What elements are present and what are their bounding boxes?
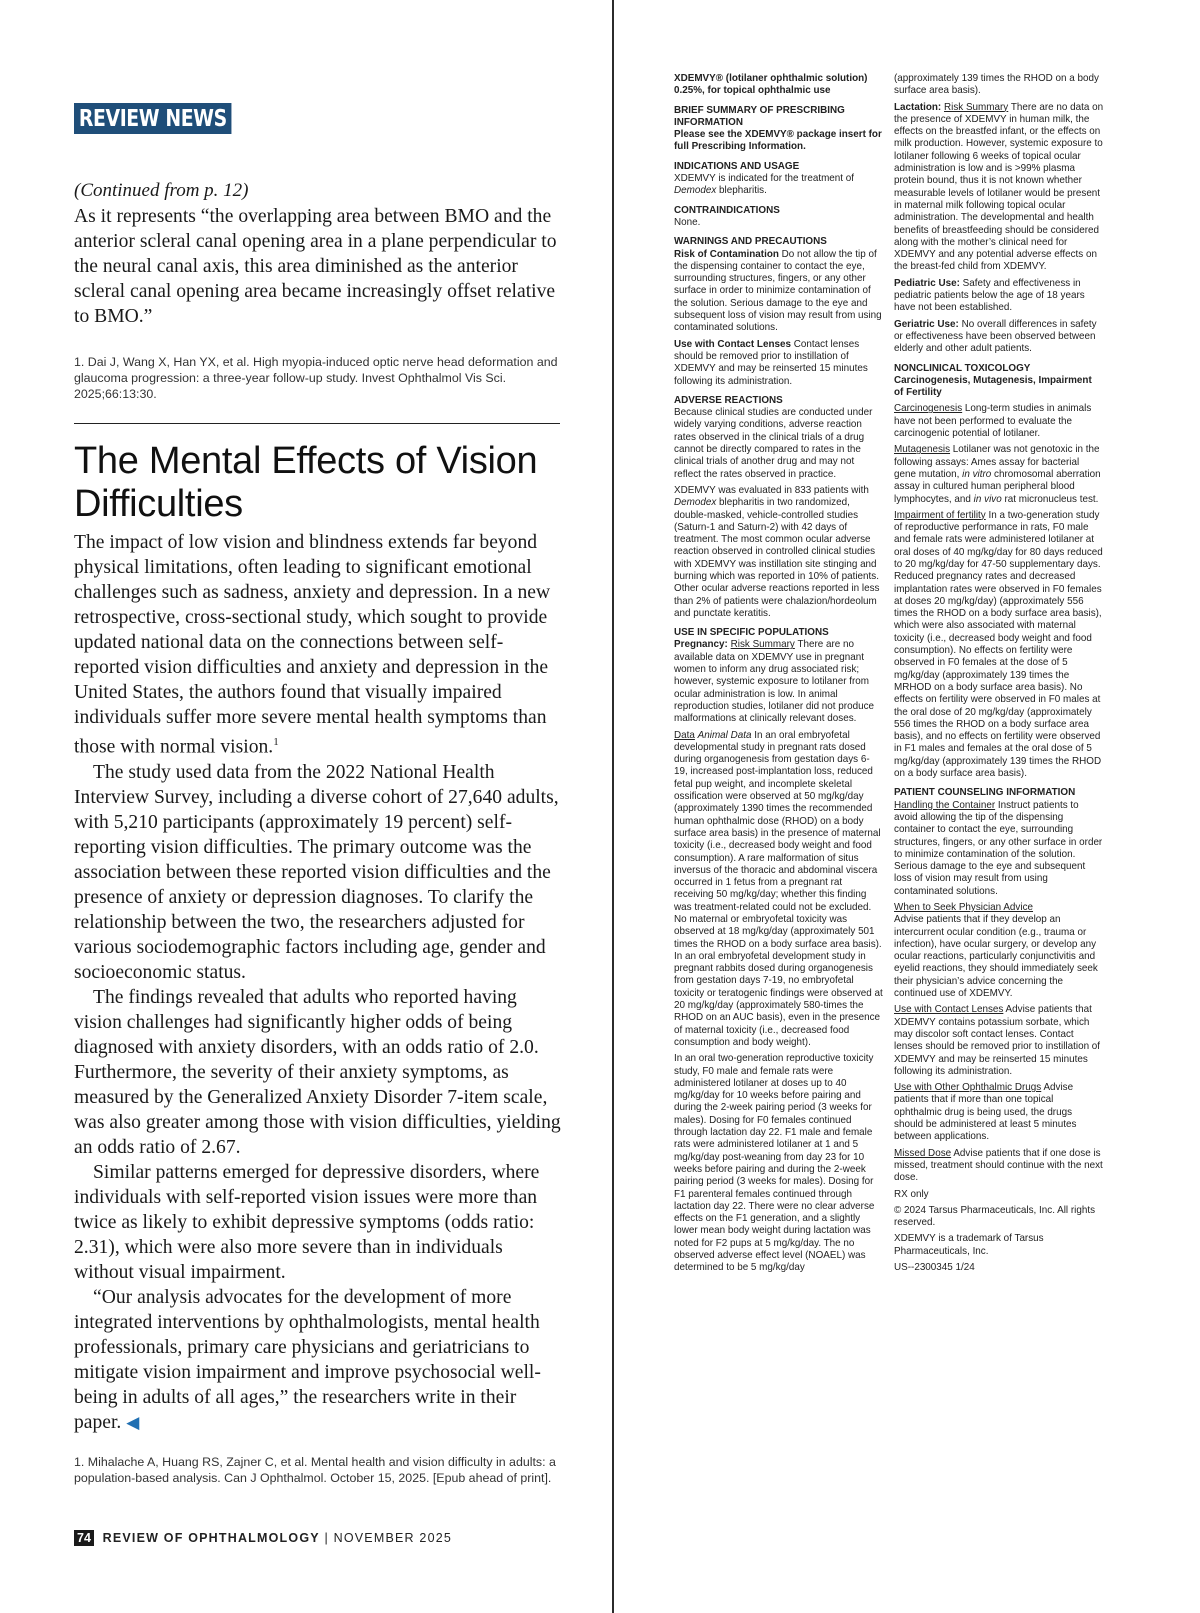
warnings-lenses: Use with Contact Lenses Contact lenses should be removed prior to instillation of XDEMVY and may be reinserted 15 minutes following its administration. bbox=[674, 338, 868, 387]
magazine-name: REVIEW OF OPHTHALMOLOGY bbox=[102, 1531, 320, 1545]
footer-separator: | bbox=[324, 1531, 329, 1545]
indications-heading: INDICATIONS AND USAGE bbox=[674, 160, 800, 172]
continued-quote: As it represents “the overlapping area between BMO and the anterior scleral canal opening area in a plane perpendicular to the neural canal axis, this area diminished as the anterior scleral canal opening area became increasingly offset relative to BMO.” bbox=[74, 206, 557, 327]
section-rule bbox=[74, 423, 560, 424]
warnings-heading: WARNINGS AND PRECAUTIONS bbox=[674, 236, 827, 248]
page-footer bbox=[74, 1531, 452, 1545]
article-paragraph: Similar patterns emerged for depressive disorders, where individuals with self-reported vision issues were more than twice as likely to exhibit depressive symptoms (odds ratio: 2.31), which were also more severe than in individuals without visual impairment. bbox=[74, 1161, 540, 1283]
drug-title: XDEMVY® (lotilaner ophthalmic solution) 0.25%, for topical ophthalmic use bbox=[674, 73, 868, 97]
brief-summary-note: Please see the XDEMVY® package insert for full Prescribing Information. bbox=[674, 129, 882, 153]
mutagenesis-text: Mutagenesis Lotilaner was not genotoxic in the following assays: Ames assay for bacterial gene mutation, in vitro chromosomal aberration assay in cultured human peripheral blood lymphocytes, and in vivo rat micronucleus test. bbox=[894, 444, 1101, 505]
specific-populations-heading: USE IN SPECIFIC POPULATIONS bbox=[674, 627, 829, 639]
other-drugs-text: Use with Other Ophthalmic Drugs Advise patients that if more than one topical ophthalmic drug is being used, the drugs should be administered at least 5 minutes between applications. bbox=[894, 1082, 1077, 1143]
article-body bbox=[74, 530, 566, 1435]
contraindications-text: None. bbox=[674, 216, 701, 228]
pediatric-use-text: Pediatric Use: Safety and effectiveness in pediatric patients below the age of 18 years have not been established. bbox=[894, 277, 1085, 314]
fertility-text: Impairment of fertility In a two-generation study of reproductive performance in rats, F0 male and female rats were administered lotilaner at oral doses of 40 mg/kg/day for 80 days reduced to 20 mg/kg/day for 47-50 supplementary days. Reduced pregnancy rates and decreased implantation rates were observed in F0 females at doses 20 mg/kg/day) (approximately 556 times the RHOD on a body surface area basis), which were also associated with maternal toxicity (i.e., decreased body weight and food consumption). No effects on fertility were observed in F0 females at the dose of 5 mg/kg/day (approximately 139 times the MRHOD on a body surface area basis). No effects on fertility were observed in F0 males at the oral dose of 20 mg/kg/day (approximately 556 times the RHOD on a body surface area basis), and no effects on fertility were observed in F1 males and females at the oral dose of 5 mg/kg/day (approximately 139 times the RHOD on a body surface area basis). bbox=[894, 509, 1103, 780]
section-tag: REVIEW NEWS bbox=[74, 103, 232, 134]
page-number: 74 bbox=[74, 1530, 94, 1546]
continued-block bbox=[74, 180, 564, 329]
patient-counseling-heading: PATIENT COUNSELING INFORMATION bbox=[894, 787, 1076, 799]
pi-column-1 bbox=[674, 73, 883, 1279]
pi-column-2 bbox=[894, 73, 1103, 1278]
article-paragraph: The findings revealed that adults who reported having vision challenges had significantly higher odds of being diagnosed with anxiety disorders, with an odds ratio of 2.0. Furthermore, the severity of their anxiety symptoms, as measured by the Generalized Anxiety Disorder 7-item scale, was also greater among those with vision difficulties, yielding an odds ratio of 2.67. bbox=[74, 986, 561, 1158]
adverse-reactions-heading: ADVERSE REACTIONS bbox=[674, 394, 783, 406]
missed-dose-text: Missed Dose Advise patients that if one dose is missed, treatment should continue with the next dose. bbox=[894, 1147, 1103, 1184]
continued-label: (Continued from p. 12) bbox=[74, 180, 249, 201]
document-code: US--2300345 1/24 bbox=[894, 1262, 975, 1274]
rx-only: RX only bbox=[894, 1188, 929, 1200]
trademark: XDEMVY is a trademark of Tarsus Pharmaceuticals, Inc. bbox=[894, 1233, 1044, 1257]
article-paragraph: The study used data from the 2022 National Health Interview Survey, including a diverse cohort of 27,640 adults, with 5,210 participants (approximately 19 percent) self-reporting vision difficulties. The primary outcome was the association between these reported vision difficulties and the presence of anxiety or depression diagnoses. To clarify the relationship between the two, the researchers adjusted for various sociodemographic factors including age, gender and socioeconomic status. bbox=[74, 761, 559, 983]
animal-data-text: Data Animal Data In an oral embryofetal developmental study in pregnant rats dosed during organogenesis from gestation days 6-19, increased post-implantation loss, reduced fetal pup weight, and incomplete skeletal ossification were observed at 50 mg/kg/day (approximately 1390 times the recommended human ophthalmic dose (RHOD) on a body surface area basis) in the presence of maternal toxicity (i.e., decreased body weight and food consumption). A rare malformation of situs inversus of the thoracic and abdominal viscera occurred in 1 fetus from a pregnant rat receiving 50 mg/kg/day; whether this finding was treatment-related could not be excluded. No maternal or embryofetal toxicity was observed at 18 mg/kg/day (approximately 501 times the RHOD on a body surface area basis). In an oral embryofetal development study in pregnant rabbits dosed during organogenesis from gestation days 7-19, no embryofetal toxicity or teratogenic findings were observed at 20 mg/kg/day (approximately 580-times the RHOD on an AUC basis), even in the presence of maternal toxicity (i.e., decreased food consumption and body weight). bbox=[674, 729, 883, 1048]
toxicology-subheading: Carcinogenesis, Mutagenesis, Impairment of Fertility bbox=[894, 374, 1092, 399]
continued-reference: 1. Dai J, Wang X, Han YX, et al. High myopia-induced optic nerve head deformation and glaucoma progression: a three-year follow-up study. Invest Ophthalmol Vis Sci. 2025;66:13:30. bbox=[74, 355, 558, 401]
continued-text: (approximately 139 times the RHOD on a body surface area basis). bbox=[894, 73, 1099, 97]
handling-container-text: Handling the Container Instruct patients to avoid allowing the tip of the dispensing container to contact the eye, surrounding structures, fingers, or any other surface in order to minimize contamination of the solution. Serious damage to the eye and subsequent loss of vision may result from using contaminated solutions. bbox=[894, 799, 1103, 897]
nonclinical-toxicology-heading: NONCLINICAL TOXICOLOGY bbox=[894, 362, 1031, 374]
contraindications-heading: CONTRAINDICATIONS bbox=[674, 204, 780, 216]
two-generation-text: In an oral two-generation reproductive toxicity study, F0 male and female rats were administered lotilaner at doses up to 40 mg/kg/day for 10 weeks before pairing and during the 2-week pairing period (3 weeks for males). Dosing for F0 females continued through lactation day 22. F1 male and female rats were administered lotilaner at 1 and 5 mg/kg/day post-weaning from day 23 for 10 weeks before pairing and during the 2-week pairing period (3 weeks for males). Dosing for F1 parenteral females continued through lactation day 22. There were no clear adverse effects on the F1 generation, and a slightly lower mean body weight during lactation was noted for F2 pups at 5 mg/kg/day. The no observed adverse effect level (NOAEL) was determined to be 5 mg/kg/day bbox=[674, 1053, 875, 1274]
article-paragraph: The impact of low vision and blindness extends far beyond physical limitations, often leading to significant emotional challenges such as sadness, anxiety and depression. In a new retrospective, cross-sectional study, which sought to provide updated national data on the connections between self-reported vision difficulties and anxiety and depression in the United States, the authors found that visually impaired individuals suffer more severe mental health symptoms than those with normal vision.$^1$ bbox=[74, 532, 551, 758]
footnote-marker: 1 bbox=[273, 736, 279, 748]
carcinogenesis-text: Carcinogenesis Long-term studies in animals have not been performed to evaluate the carcinogenic potential of lotilaner. bbox=[894, 403, 1092, 440]
lactation-text: Lactation: Risk Summary There are no data on the presence of XDEMVY in human milk, the effects on the breastfed infant, or the effects on milk production. However, systemic exposure to lotilaner following 6 weeks of topical ocular administration is low and is >99% plasma protein bound, thus it is not known whether measurable levels of lotilaner would be present in maternal milk following topical ocular administration. The developmental and health benefits of breastfeeding should be considered along with the mother’s clinical need for XDEMVY and any potential adverse effects on the breast-fed child from XDEMVY. bbox=[894, 101, 1104, 273]
article-reference: 1. Mihalache A, Huang RS, Zajner C, et al. Mental health and vision difficulty in adults: a population-based analysis. Can J Ophthalmol. October 15, 2025. [Epub ahead of print]. bbox=[74, 1455, 556, 1485]
end-mark-icon: ◀ bbox=[126, 1412, 140, 1432]
brief-summary-heading: BRIEF SUMMARY OF PRESCRIBING INFORMATION bbox=[674, 104, 845, 128]
article-title: The Mental Effects of Vision Difficulties bbox=[74, 440, 538, 525]
adverse-reactions-studies: XDEMVY was evaluated in 833 patients with Demodex blepharitis in two randomized, double-masked, vehicle-controlled studies (Saturn-1 and Saturn-2) with 42 days of treatment. The most common ocular adverse reaction observed in controlled clinical studies with XDEMVY was instillation site stinging and burning which was reported in 10% of patients. Other ocular adverse reactions reported in less than 2% of patients were chalazion/hordeolum and punctate keratitis. bbox=[674, 484, 880, 619]
copyright: © 2024 Tarsus Pharmaceuticals, Inc. All rights reserved. bbox=[894, 1204, 1096, 1229]
geriatric-use-text: Geriatric Use: No overall differences in safety or effectiveness have been observed between elderly and other adult patients. bbox=[894, 318, 1097, 355]
indications-text: XDEMVY is indicated for the treatment of Demodex blepharitis. bbox=[674, 173, 855, 197]
warnings-risk: Risk of Contamination Do not allow the tip of the dispensing container to contact the eye, surrounding structures, fingers, or any other surface in order to minimize contamination of the solution. Serious damage to the eye and subsequent loss of vision may result from using contaminated solutions. bbox=[674, 248, 882, 334]
physician-advice-text: When to Seek Physician Advice Advise patients that if they develop an intercurrent ocular condition (e.g., trauma or infection), have ocular surgery, or develop any ocular reactions, particularly conjunctivitis and eyelid reactions, they should immediately seek their physician’s advice concerning the continued use of XDEMVY. bbox=[894, 902, 1098, 1000]
article-paragraph: “Our analysis advocates for the development of more integrated interventions by ophthalmologists, mental health professionals, primary care physicians and geriatricians to mitigate vision impairment and improve psychosocial well-being in adults of all ages,” the researchers write in their paper. ◀ bbox=[74, 1286, 541, 1433]
issue-date: NOVEMBER 2025 bbox=[333, 1531, 453, 1545]
contact-lenses-text: Use with Contact Lenses Advise patients that XDEMVY contains potassium sorbate, which may discolor soft contact lenses. Contact lenses should be removed prior to instillation of XDEMVY and may be reinserted 15 minutes following its administration. bbox=[894, 1004, 1101, 1077]
pregnancy-text: Pregnancy: Risk Summary There are no available data on XDEMVY use in pregnant women to inform any drug associated risk; however, systemic exposure to lotilaner from ocular administration is low. In animal reproduction studies, lotilaner did not produce malformations at clinically relevant doses. bbox=[674, 639, 875, 725]
adverse-reactions-text: Because clinical studies are conducted under widely varying conditions, adverse reaction rates observed in the clinical trials of a drug cannot be directly compared to rates in the clinical trials of another drug and may not reflect the rates observed in practice. bbox=[674, 407, 873, 480]
page-divider bbox=[612, 0, 614, 1613]
